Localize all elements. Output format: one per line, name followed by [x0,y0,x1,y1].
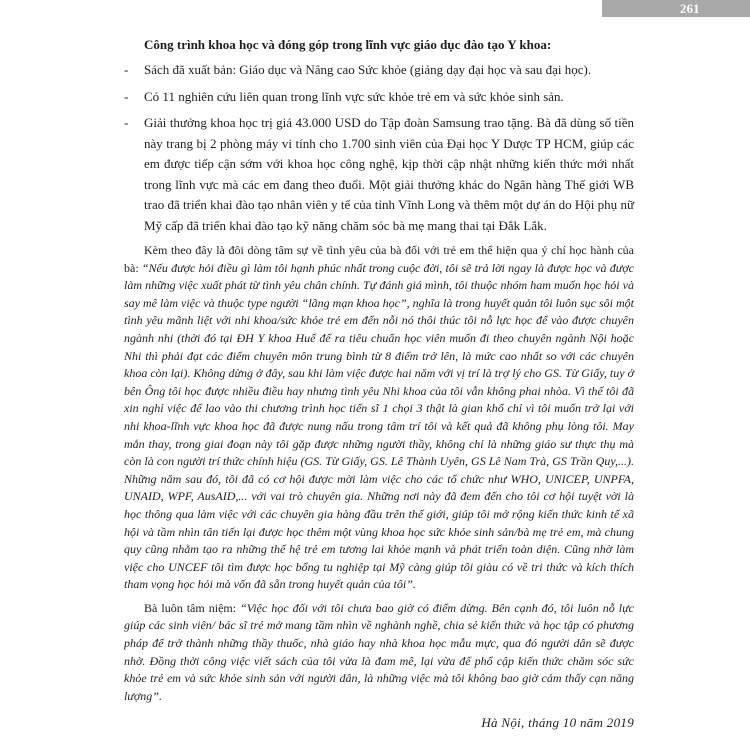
page-content [124,28,634,731]
list-item [124,60,634,81]
bullet-dash: - [124,115,129,130]
paragraph-intro: Kèm theo đây là đôi dòng tâm sự về tình yêu của bà đối với trẻ em thể hiện qua ý chí học hành của bà: [124,243,634,275]
list-item [124,87,634,108]
bullet-dash: - [124,88,129,104]
list-item-text: Giải thưởng khoa học trị giá 43.000 USD do Tập đoàn Samsung trao tặng. Bà đã dùng số tiền này trang bị 2 phòng máy vi tính cho 1.700 sinh viên của Đại học Y Dược TP HCM, giúp các em được tiếp cận sớm với khoa học công nghệ, kịp thời cập nhật những kiến thức mới nhất trong lĩnh vực mà các em đang theo đuổi. Một giải thưởng khác do Ngân hàng Thế giới WB trao đã triển khai đào tạo nhân viên y tế của tỉnh Vĩnh Long và thêm một dự án do Hội phụ nữ Mỹ cấp đã triển khai đào tạo kỹ năng chăm sóc bà mẹ mang thai tại Đắk Lắk. [144,115,634,233]
list-item-text: Sách đã xuất bản: Giáo dục và Nâng cao Sức khỏe (giảng dạy đại học và sau đại học). [144,62,592,77]
paragraph-testimony [124,242,634,594]
section-heading: Công trình khoa học và đóng góp trong lĩnh vực giáo dục đào tạo Y khoa: [144,37,552,52]
list-item-text: Có 11 nghiên cứu liên quan trong lĩnh vực sức khỏe trẻ em và sức khỏe sinh sản. [144,88,564,104]
page-number-tab [602,0,750,17]
page-number: 261 [680,1,700,16]
achievement-list [124,60,634,236]
paragraph-motto [124,600,634,706]
date-signature: Hà Nội, tháng 10 năm 2019 [481,715,634,731]
paragraph-quote: “Nếu được hỏi điều gì làm tôi hạnh phúc nhất trong cuộc đời, tôi sẽ trả lời ngay là được học và được làm những việc xuất phát từ tình yêu chân chính. Tự đánh giá mình, tôi thuộc nhóm ham muốn học hỏi và say mê làm việc và thuộc type người “lãng mạn khoa học”, nghĩa là trong huyết quản tôi luôn sục sôi một tình yêu mãnh liệt với nhi khoa/sức khỏe trẻ em đến nỗi nó thôi thúc tôi nỗ lực học để vào được chuyên ngành nhi (thời đó tại ĐH Y khoa Huế để ra tiêu chuẩn học viên muốn đi theo chuyên ngành Nội hoặc Nhi thì phải đạt các điểm chuyên môn trung bình từ 8 điểm trở lên, là mức cao nhất so với các chuyên khoa còn lại). Không dừng ở đây, sau khi làm việc được hai năm với vị trí là trợ lý cho GS. Từ Giấy, tuy ở bên Ông tôi học được nhiều điều hay nhưng tình yêu Nhi khoa của tôi vẫn không phai nhòa. Vì thế tôi đã xin nghỉ việc để lao vào thi chương trình học tiến sĩ 1 chọi 3 thật là gian khổ chỉ vì tôi muốn trở lại với nhi khoa-lĩnh vực khoa học đã được nung nấu trong tâm trí tôi và kết quả đã không phụ lòng tôi. May mắn thay, trong giai đoạn này tôi gặp được những người thầy, không chỉ là những giáo sư thực thụ mà còn là con người trí thức chính hiệu (GS. Từ Giấy, GS. Lê Thành Uyên, GS Lê Nam Trà, GS Trần Quy,...). Những năm sau đó, tôi đã có cơ hội được mời làm việc cho các tổ chức như WHO, UNICEP, UNPFA, UNAID, WPF, AusAID,... với vai trò chuyên gia. Những nơi này đã đem đến cho tôi cơ hội tuyệt vời là học thông qua làm việc với các chuyên gia hàng đầu trên thế giới, giúp tôi mở rộng kiến thức kinh tế xã hội và tầm nhìn tân tiến lại được học thêm một vùng khoa học sức khỏe sinh sản/bà mẹ trẻ em, mà chung quy cũng nhằm tạo ra những thế hệ trẻ em tương lai khỏe mạnh và phát triển toàn diện. Cũng nhờ làm việc cho UNCEF tôi tìm được học bổng tu nghiệp tại Mỹ càng giúp tôi giàu có về tri thức và kích thích tham vọng học hỏi mà vốn đã sẵn trong huyết quản của tôi”. [124,260,634,592]
list-item [124,113,634,236]
bullet-dash: - [124,62,129,77]
paragraph-intro: Bà luôn tâm niệm: [144,600,241,615]
paragraph-quote: “Việc học đối với tôi chưa bao giờ có điểm dừng. Bên cạnh đó, tôi luôn nỗ lực giúp các sinh viên/ bác sĩ trẻ mở mang tầm nhìn về nghành nghề, chia sẻ kiến thức và học tập có phương pháp để trở thành những thầy thuốc, nhà giáo hay nhà khoa học mẫu mực, qua đó người dân sẽ được nhờ. Đồng thời công việc viết sách của tôi vừa là đam mê, lại vừa để phổ cập kiến thức chăm sóc sức khỏe trẻ em và sức khỏe sinh sản với người dân, là những việc mà tôi không bao giờ cảm thấy cạn năng lượng”. [124,600,634,703]
